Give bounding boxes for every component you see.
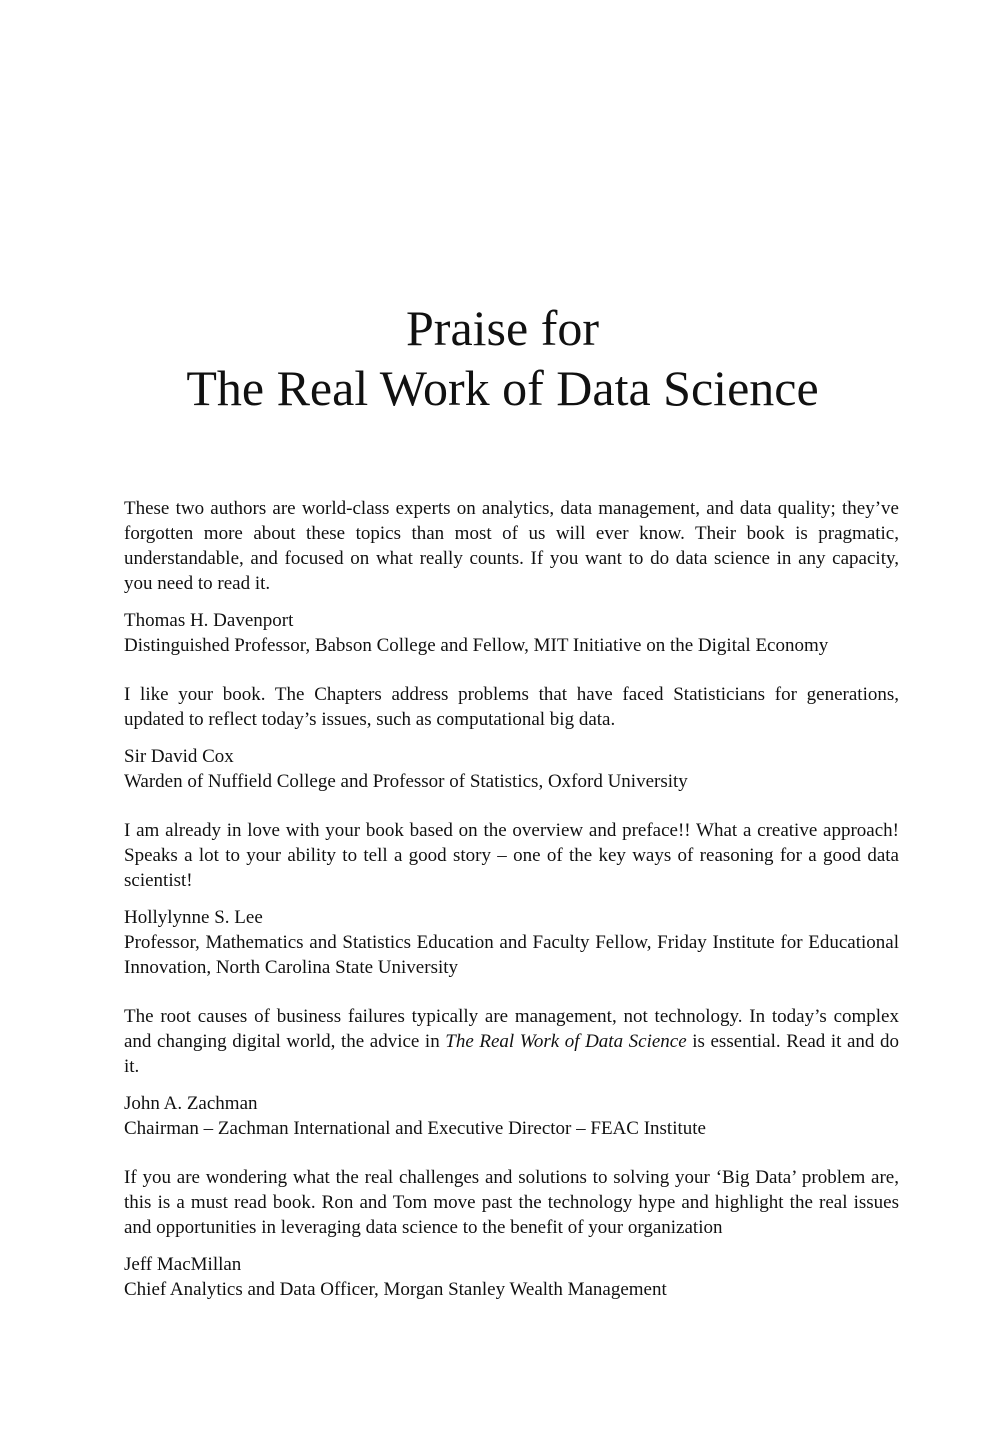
testimonial-davenport [124, 496, 899, 658]
testimonial-cox [124, 682, 899, 794]
testimonial-quote [124, 1004, 899, 1079]
testimonial-author-title: Chairman – Zachman International and Executive Director – FEAC Institute [124, 1118, 706, 1139]
testimonial-quote: If you are wondering what the real challenges and solutions to solving your ‘Big Data’ problem are, this is a must read book. Ron and Tom move past the technology hype and highlight the real issues and opportunities in leveraging data science to the benefit of your organization [124, 1167, 899, 1238]
testimonial-author-title: Warden of Nuffield College and Professor of Statistics, Oxford University [124, 771, 688, 792]
title-line-2: The Real Work of Data Science [186, 360, 819, 416]
title-line-1: Praise for [406, 300, 599, 356]
page-title [0, 298, 1005, 418]
testimonial-author-name: Jeff MacMillan [124, 1254, 242, 1275]
testimonial-macmillan [124, 1165, 899, 1302]
book-title-italic: The Real Work of Data Science [445, 1031, 687, 1052]
testimonial-author-name: Thomas H. Davenport [124, 610, 294, 631]
testimonial-author-title: Professor, Mathematics and Statistics Education and Faculty Fellow, Friday Institute for Educational Innovation, North Carolina State University [124, 932, 899, 978]
testimonial-quote: These two authors are world-class experts on analytics, data management, and data quality; they’ve forgotten more about these topics than most of us will ever know. Their book is pragmatic, understandable, and focused on what really counts. If you want to do data science in any capacity, you need to read it. [124, 498, 899, 594]
testimonial-author-name: Sir David Cox [124, 746, 234, 767]
testimonial-lee [124, 818, 899, 980]
testimonial-author-name: John A. Zachman [124, 1093, 258, 1114]
testimonial-quote: I like your book. The Chapters address problems that have faced Statisticians for generations, updated to reflect today’s issues, such as computational big data. [124, 684, 899, 730]
testimonial-author-title: Chief Analytics and Data Officer, Morgan Stanley Wealth Management [124, 1279, 667, 1300]
testimonials-list [124, 496, 899, 1326]
testimonial-quote: I am already in love with your book based on the overview and preface!! What a creative approach! Speaks a lot to your ability to tell a good story – one of the key ways of reasoning for a good data scientist! [124, 820, 899, 891]
quote-text-before: The root causes of business failures typically are management, not technology. In today’s complex and changing digital world, the advice in [124, 1006, 899, 1052]
testimonial-zachman [124, 1004, 899, 1141]
quote-text-after: is essential. Read it and do it. [124, 1031, 899, 1077]
testimonial-author-name: Hollylynne S. Lee [124, 907, 263, 928]
testimonial-author-title: Distinguished Professor, Babson College and Fellow, MIT Initiative on the Digital Economy [124, 635, 829, 656]
